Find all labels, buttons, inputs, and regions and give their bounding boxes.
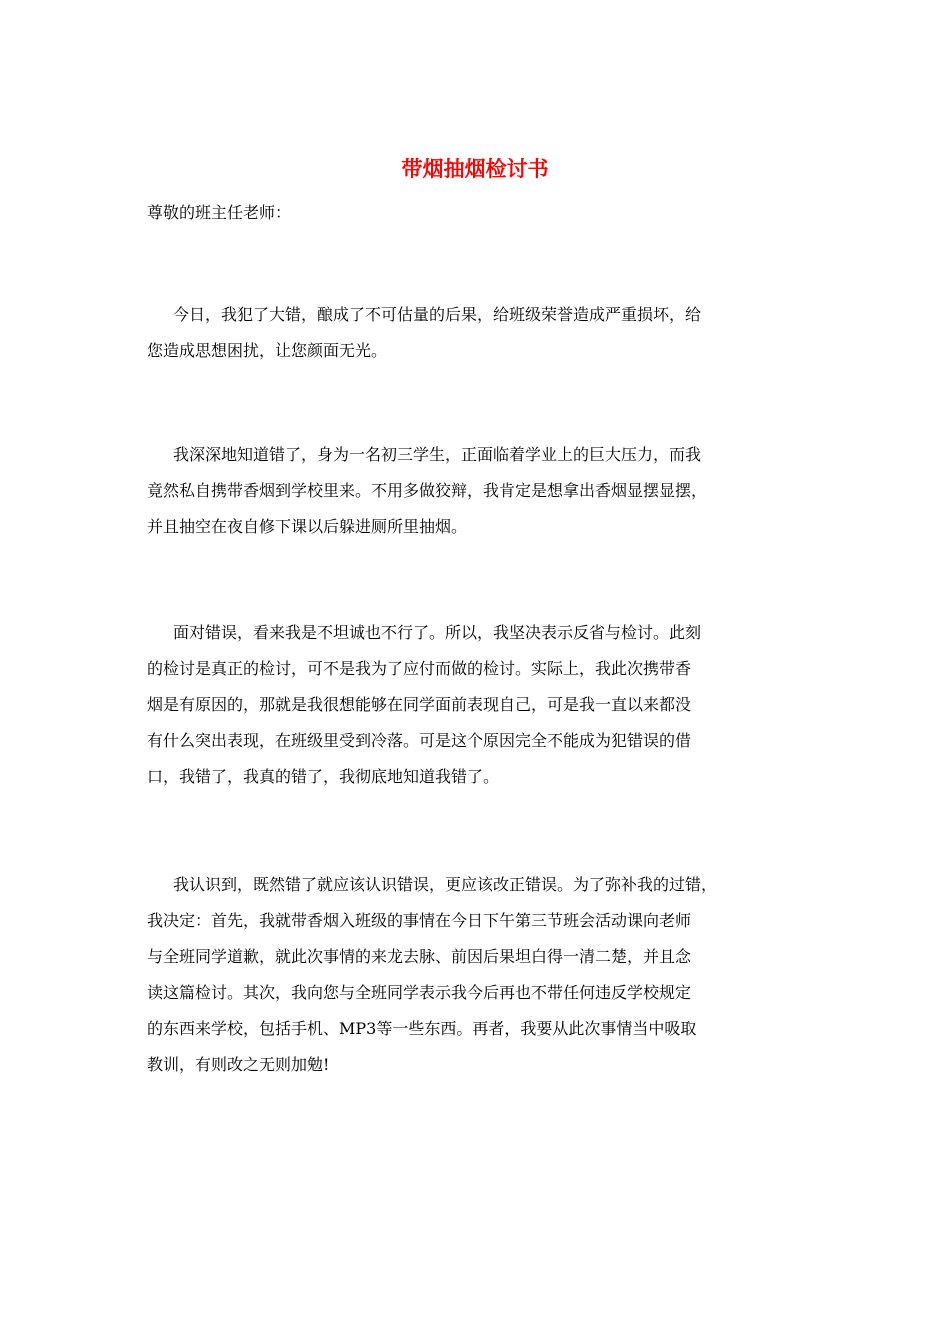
paragraph-line: 我认识到，既然错了就应该认识错误，更应该改正错误。为了弥补我的过错， xyxy=(173,875,718,894)
paragraph-line: 竟然私自携带香烟到学校里来。不用多做狡辩，我肯定是想拿出香烟显摆显摆， xyxy=(147,481,708,500)
paragraph-4 xyxy=(147,867,817,1083)
paragraph-line: 我深深地知道错了，身为一名初三学生，正面临着学业上的巨大压力，而我 xyxy=(173,445,702,464)
paragraph-line: 口，我错了，我真的错了，我彻底地知道我错了。 xyxy=(147,767,500,786)
paragraph-line: 的东西来学校，包括手机、MP3等一些东西。再者，我要从此次事情当中吸取 xyxy=(147,1019,697,1038)
paragraph-line: 有什么突出表现，在班级里受到冷落。可是这个原因完全不能成为犯错误的借 xyxy=(147,731,692,750)
paragraph-line: 读这篇检讨。其次，我向您与全班同学表示我今后再也不带任何违反学校规定 xyxy=(147,983,692,1002)
document-title: 带烟抽烟检讨书 xyxy=(401,156,549,181)
salutation: 尊敬的班主任老师： xyxy=(147,203,292,222)
paragraph-line: 我决定：首先，我就带香烟入班级的事情在今日下午第三节班会活动课向老师 xyxy=(147,911,692,930)
paragraph-1 xyxy=(147,297,817,369)
paragraph-line: 您造成思想困扰，让您颜面无光。 xyxy=(147,341,388,360)
paragraph-2 xyxy=(147,437,817,545)
paragraph-line: 与全班同学道歉，就此次事情的来龙去脉、前因后果坦白得一清二楚，并且念 xyxy=(147,947,692,966)
paragraph-line: 教训，有则改之无则加勉! xyxy=(147,1055,330,1074)
paragraph-line: 面对错误，看来我是不坦诚也不行了。所以，我坚决表示反省与检讨。此刻 xyxy=(173,623,702,642)
paragraph-line: 今日，我犯了大错，酿成了不可估量的后果，给班级荣誉造成严重损坏，给 xyxy=(173,305,702,324)
paragraph-line: 并且抽空在夜自修下课以后躲进厕所里抽烟。 xyxy=(147,517,468,536)
paragraph-line: 烟是有原因的，那就是我很想能够在同学面前表现自己，可是我一直以来都没 xyxy=(147,695,692,714)
paragraph-3 xyxy=(147,615,817,795)
paragraph-line: 的检讨是真正的检讨，可不是我为了应付而做的检讨。实际上，我此次携带香 xyxy=(147,659,692,678)
